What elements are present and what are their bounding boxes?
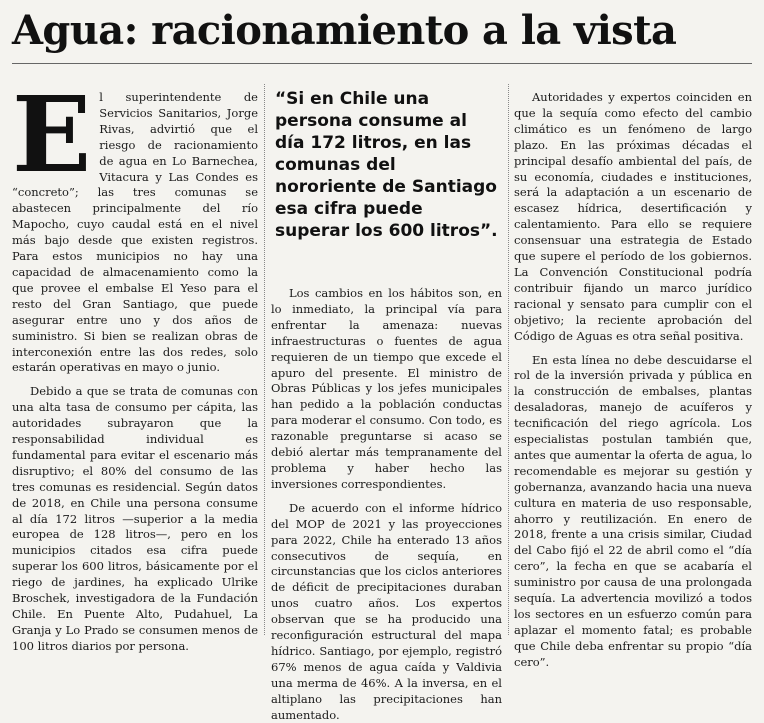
column-divider — [264, 84, 265, 635]
article-column-2 — [271, 88, 502, 722]
pull-quote: “Si en Chile una persona consume al día 172 litros, en las comunas del nororiente de Santiago esa cifra puede superar los 600 litros”. — [275, 89, 498, 241]
paragraph: Debido a que se trata de comunas con una alta tasa de consumo per cápita, las autoridades subrayaron que la responsabilidad individual es fundamental para evitar el escenario más disruptivo; el 80% del consumo de las tres comunas es residencial. Según datos de 2018, en Chile una persona consume al día 172 litros —superior a la media europea de 128 litros—, pero en los municipios citados esa cifra puede superar los 600 litros, básicamente por el riego de jardines, ha explicado Ulrike Broschek, investigadora de la Fundación Chile. En Puente Alto, Pudahuel, La Granja y Lo Prado se consumen menos de 100 litros diarios por persona. — [12, 384, 258, 653]
paragraph: Los cambios en los hábitos son, en lo inmediato, la principal vía para enfrentar la amenaza: nuevas infraestructuras o fuentes de agua requieren de un tiempo que excede el apuro del presente. El ministro de Obras Públicas y los jefes municipales han pedido a la población conductas para moderar el consumo. Con todo, es razonable preguntarse si acaso se debió alertar más tempranamente del problema y haber hecho las inversiones correspondientes. — [271, 286, 502, 491]
article-column-3 — [514, 90, 752, 669]
title-rule — [12, 63, 752, 64]
paragraph: De acuerdo con el informe hídrico del MOP de 2021 y las proyecciones para 2022, Chile ha enterado 13 años consecutivos de sequía, en circunstancias que los ciclos anteriores de déficit de precipitaciones duraban unos cuatro años. Los expertos observan que se ha producido una reconfiguración estructural del mapa hídrico. Santiago, por ejemplo, registró 67% menos de agua caída y Valdivia una merma de 46%. A la inversa, en el altiplano las precipitaciones han aumentado. — [271, 500, 502, 722]
column-divider — [508, 84, 509, 635]
paragraph: El superintendente de Servicios Sanitarios, Jorge Rivas, advirtió que el riesgo de racionamiento de agua en Lo Barnechea, Vitacura y Las Condes es “concreto”; las tres comunas se abastecen principalmente del río Mapocho, cuyo caudal está en el nivel más bajo desde que existen registros. Para estos municipios no hay una capacidad de almacenamiento como la que provee el embalse El Yeso para el resto del Gran Santiago, que puede asegurar entre uno y dos años de suministro. Si bien se realizan obras de interconexión entre las dos redes, solo estarán operativas en mayo o junio. — [12, 73, 258, 375]
article-column-1 — [12, 73, 258, 653]
article-title: Agua: racionamiento a la vista — [12, 7, 677, 54]
paragraph: Autoridades y expertos coinciden en que la sequía como efecto del cambio climático es un fenómeno de largo plazo. En las próximas décadas el principal desafío ambiental del país, de su economía, ciudades e instituciones, será la adaptación a un escenario de escasez hídrica, desertificación y calentamiento. Para ello se requiere consensuar una estrategia de Estado que supere el período de los gobiernos. La Convención Constitucional podría contribuir fijando un marco jurídico racional y sensato para cumplir con el objetivo; la reciente aprobación del Código de Aguas es otra señal positiva. — [514, 90, 752, 343]
paragraph: En esta línea no debe descuidarse el rol de la inversión privada y pública en la construcción de embalses, plantas desaladoras, manejo de acuíferos y tecnificación del riego agrícola. Los especialistas postulan también que, antes que aumentar la oferta de agua, lo recomendable es mejorar su gestión y gobernanza, avanzando hacia una nueva cultura en materia de uso responsable, ahorro y reutilización. En enero de 2018, frente a una crisis similar, Ciudad del Cabo fijó el 22 de abril como el “día cero”, la fecha en que se acabaría el suministro por causa de una prolongada sequía. La advertencia movilizó a todos los sectores en un esfuerzo común para aplazar el momento fatal; es probable que Chile deba enfrentar su propio “día cero”. — [514, 352, 752, 669]
drop-cap: E — [12, 73, 92, 196]
